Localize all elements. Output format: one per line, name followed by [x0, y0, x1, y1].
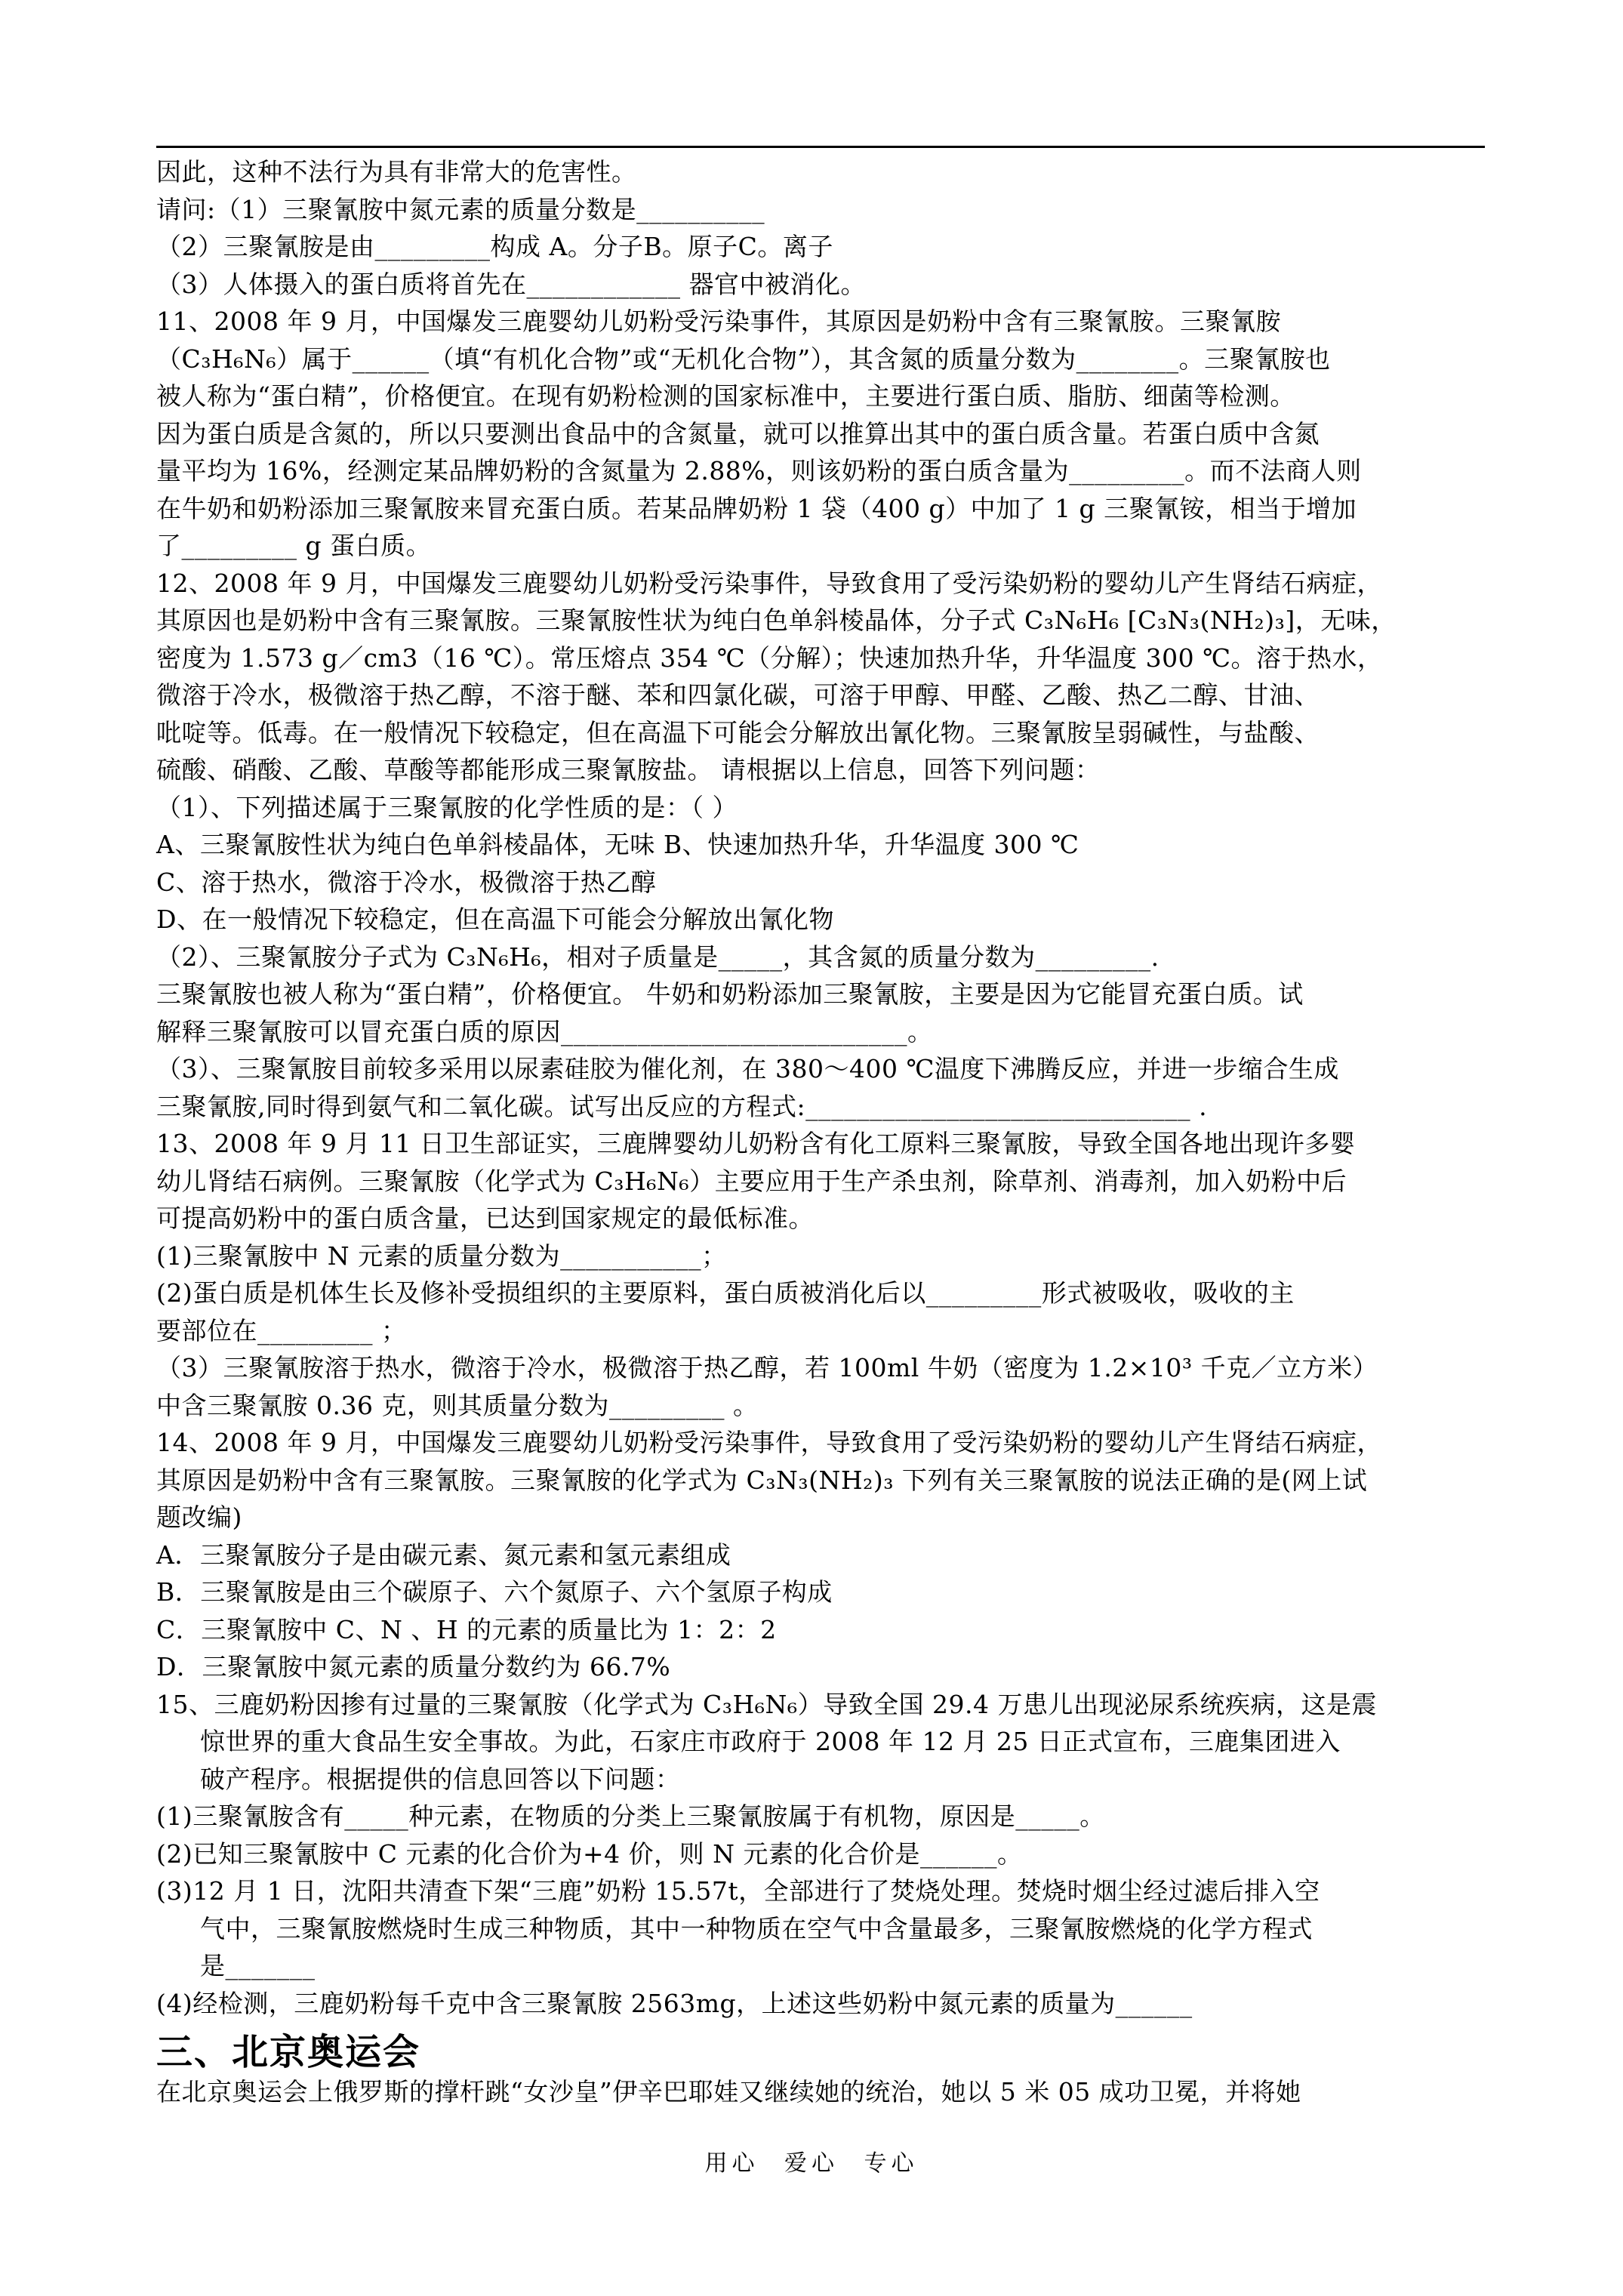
text-line: A．三聚氰胺分子是由碳元素、氮元素和氢元素组成 [156, 1539, 731, 1570]
text-line: B．三聚氰胺是由三个碳原子、六个氮原子、六个氢原子构成 [156, 1577, 833, 1607]
text-line: 吡啶等。低毒。在一般情况下较稳定，但在高温下可能会分解放出氰化物。三聚氰胺呈弱碱性，与盐酸、 [156, 717, 1320, 747]
text-line: 被人称为“蛋白精”，价格便宜。在现有奶粉检测的国家标准中，主要进行蛋白质、脂肪、细菌等检测。 [156, 381, 1295, 411]
text-line: 13、2008 年 9 月 11 日卫生部证实，三鹿牌婴幼儿奶粉含有化工原料三聚氰胺，导致全国各地出现许多婴 [156, 1129, 1356, 1158]
text-line: 在北京奥运会上俄罗斯的撑杆跳“女沙皇”伊辛巴耶娃又继续她的统治，她以 5 米 05 成功卫冕，并将她 [156, 2077, 1301, 2106]
text-line: （3）、三聚氰胺目前较多采用以尿素硅胶为催化剂，在 380～400 ℃温度下沸腾反应，并进一步缩合生成 [156, 1054, 1339, 1083]
text-line: 解释三聚氰胺可以冒充蛋白质的原因___________________________。 [156, 1016, 933, 1046]
text-line: (1)三聚氰胺中 N 元素的质量分数为___________； [156, 1240, 727, 1271]
text-line: 微溶于冷水，极微溶于热乙醇，不溶于醚、苯和四氯化碳，可溶于甲醇、甲醛、乙酸、热乙二醇、甘油、 [156, 680, 1320, 710]
text-line: 11、2008 年 9 月，中国爆发三鹿婴幼儿奶粉受污染事件，其原因是奶粉中含有三聚氰胺。三聚氰胺 [156, 307, 1281, 336]
text-line: 其原因也是奶粉中含有三聚氰胺。三聚氰胺性状为纯白色单斜棱晶体，分子式 C₃N₆H₆ [C₃N₃(NH₂)₃]，无味， [156, 606, 1397, 635]
page-footer: 用心 爱心 专心 [704, 2150, 919, 2177]
text-line: （2）、三聚氰胺分子式为 C₃N₆H₆，相对子质量是_____，其含氮的质量分数为_________. [156, 942, 1160, 972]
text-line: 是_______ [200, 1951, 316, 1980]
text-line: D．三聚氰胺中氮元素的质量分数约为 66.7% [156, 1652, 671, 1681]
header-rule [156, 146, 1485, 148]
text-line: (2)已知三聚氰胺中 C 元素的化合价为+4 价，则 N 元素的化合价是______。 [156, 1838, 1023, 1869]
text-line: D、在一般情况下较稳定，但在高温下可能会分解放出氰化物 [156, 905, 834, 934]
text-line: 请问:（1）三聚氰胺中氮元素的质量分数是__________ [156, 194, 765, 224]
text-line: C、溶于热水，微溶于冷水，极微溶于热乙醇 [156, 867, 657, 897]
text-line: 惊世界的重大食品生安全事故。为此，石家庄市政府于 2008 年 12 月 25 日正式宣布，三鹿集团进入 [200, 1727, 1341, 1756]
text-line: （3）三聚氰胺溶于热水，微溶于冷水，极微溶于热乙醇，若 100ml 牛奶（密度为 1.2×10³ 千克／立方米） [156, 1353, 1378, 1382]
text-line: (4)经检测，三鹿奶粉每千克中含三聚氰胺 2563mg，上述这些奶粉中氮元素的质量为______ [156, 1988, 1193, 2018]
text-line: 三聚氰胺,同时得到氨气和二氧化碳。试写出反应的方程式:______________________________ . [156, 1091, 1208, 1121]
text-line: (1)三聚氰胺含有_____种元素，在物质的分类上三聚氰胺属于有机物，原因是_____。 [156, 1801, 1105, 1831]
text-line: 中含三聚氰胺 0.36 克，则其质量分数为_________ 。 [156, 1390, 759, 1420]
text-line: 在牛奶和奶粉添加三聚氰胺来冒充蛋白质。若某品牌奶粉 1 袋（400 g）中加了 1 g 三聚氰铵，相当于增加 [156, 493, 1357, 523]
text-line: 因为蛋白质是含氮的，所以只要测出食品中的含氮量，就可以推算出其中的蛋白质含量。若蛋白质中含氮 [156, 418, 1320, 448]
text-line: 12、2008 年 9 月，中国爆发三鹿婴幼儿奶粉受污染事件，导致食用了受污染奶粉的婴幼儿产生肾结石病症， [156, 568, 1382, 598]
text-line: (3)12 月 1 日，沈阳共清查下架“三鹿”奶粉 15.57t，全部进行了焚烧处理。焚烧时烟尘经过滤后排入空 [156, 1876, 1320, 1906]
text-line: 幼儿肾结石病例。三聚氰胺（化学式为 C₃H₆N₆）主要应用于生产杀虫剂，除草剂、消毒剂，加入奶粉中后 [156, 1166, 1347, 1196]
section-heading: 三、北京奥运会 [156, 2031, 421, 2073]
text-line: (2)蛋白质是机体生长及修补受损组织的主要原料，蛋白质被消化后以_________形式被吸收，吸收的主 [156, 1278, 1295, 1308]
text-line: 硫酸、硝酸、乙酸、草酸等都能形成三聚氰胺盐。 请根据以上信息，回答下列问题： [156, 755, 1101, 784]
text-line: 三聚氰胺也被人称为“蛋白精”，价格便宜。 牛奶和奶粉添加三聚氰胺，主要是因为它能冒充蛋白质。试 [156, 979, 1304, 1009]
text-line: 题改编) [156, 1502, 242, 1532]
text-line: 15、三鹿奶粉因掺有过量的三聚氰胺（化学式为 C₃H₆N₆）导致全国 29.4 万患儿出现泌尿系统疾病，这是震 [156, 1689, 1378, 1719]
text-line: （C₃H₆N₆）属于______（填“有机化合物”或“无机化合物”），其含氮的质量分数为________。三聚氰胺也 [156, 344, 1331, 374]
text-line: 气中，三聚氰胺燃烧时生成三种物质，其中一种物质在空气中含量最多，三聚氰胺燃烧的化学方程式 [200, 1913, 1313, 1943]
text-line: 其原因是奶粉中含有三聚氰胺。三聚氰胺的化学式为 C₃N₃(NH₂)₃ 下列有关三聚氰胺的说法正确的是(网上试 [156, 1465, 1368, 1495]
text-line: 因此，这种不法行为具有非常大的危害性。 [156, 157, 637, 186]
text-line: 破产程序。根据提供的信息回答以下问题： [200, 1764, 681, 1794]
text-line: （2）三聚氰胺是由_________构成 A。分子B。原子C。离子 [156, 232, 833, 261]
text-line: A、三聚氰胺性状为纯白色单斜棱晶体，无味 B、快速加热升华，升华温度 300 ℃ [156, 830, 1079, 859]
document-body [156, 153, 1485, 2111]
text-line: （3）人体摄入的蛋白质将首先在____________ 器官中被消化。 [156, 269, 866, 299]
text-line: （1）、下列描述属于三聚氰胺的化学性质的是：（ ） [156, 792, 738, 822]
text-line: C．三聚氰胺中 C、N 、H 的元素的质量比为 1：2：2 [156, 1614, 777, 1644]
text-line: 密度为 1.573 g／cm3（16 ℃）。常压熔点 354 ℃（分解）；快速加热升华，升华温度 300 ℃。溶于热水， [156, 643, 1383, 673]
text-line: 14、2008 年 9 月，中国爆发三鹿婴幼儿奶粉受污染事件，导致食用了受污染奶粉的婴幼儿产生肾结石病症， [156, 1428, 1382, 1457]
text-line: 可提高奶粉中的蛋白质含量，已达到国家规定的最低标准。 [156, 1203, 814, 1233]
text-line: 要部位在_________ ； [156, 1315, 407, 1345]
text-line: 量平均为 16%，经测定某品牌奶粉的含氮量为 2.88%，则该奶粉的蛋白质含量为_________。而不法商人则 [156, 456, 1362, 485]
text-line: 了_________ g 蛋白质。 [156, 531, 432, 560]
